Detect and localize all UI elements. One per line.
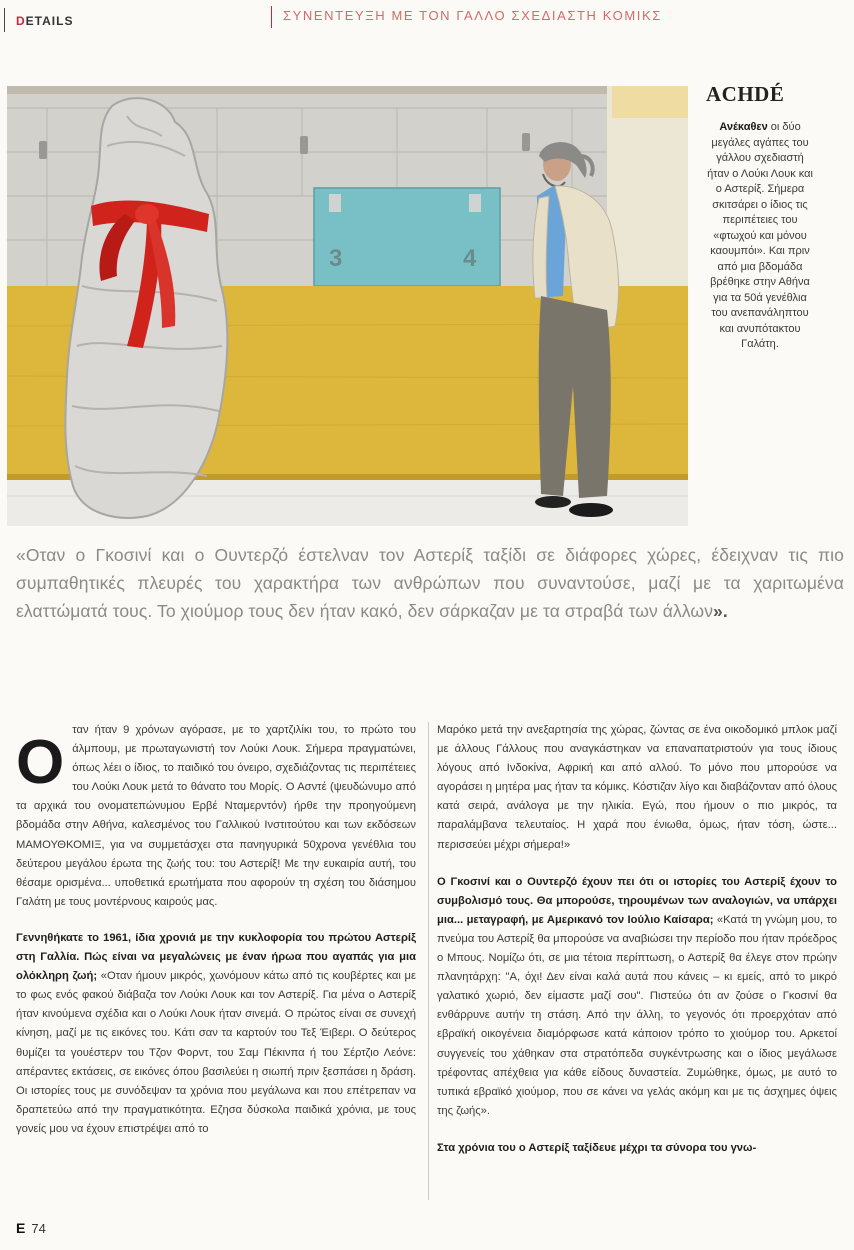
header-left-rule xyxy=(4,8,5,32)
article-qa-1 xyxy=(16,929,416,1139)
section-title: ΣΥΝΕΝΤΕΥΞΗ ΜΕ ΤΟΝ ΓΑΛΛΟ ΣΧΕΔΙΑΣΤΗ ΚΟΜΙΚΣ xyxy=(283,8,662,23)
drop-cap: O xyxy=(16,728,65,797)
question-3: Στα χρόνια του ο Αστερίξ ταξίδευε μέχρι τα σύνορα του γνω- xyxy=(437,1141,757,1154)
section-label-rest: ETAILS xyxy=(25,14,74,28)
answer-1-continued: Μαρόκο μετά την ανεξαρτησία της χώρας, ζώντας σε ένα οικοδομικό μπλοκ μαζί με άλλους Γάλλους που αναγκάστηκαν να επαναπατριστούν για τους ίδιους λόγους από Ινδοκίνα, Αφρική και από αλλού. Το μόνο που μπορούσε να αγοράσει η μητέρα μας ήταν τα κόμικς. Κόστιζαν λίγο και διαβάζονταν από όλους κατά σειρά, ανάλογα με την ηλικία. Εγώ, που ήμουν ο πιο μικρός, τα παραλάμβανα τελευταίος. Η χαρά που ένιωθα, όμως, ήταν τόση, ώστε... περισσεύει μέχρι σήμερα!» xyxy=(437,724,837,851)
article-column-right xyxy=(437,721,837,1158)
section-label-initial: D xyxy=(16,14,26,28)
article-intro xyxy=(16,721,416,912)
article-qa-2 xyxy=(437,873,837,1121)
article-column-left xyxy=(16,721,416,1139)
header-divider xyxy=(271,6,272,28)
page-header xyxy=(0,0,854,40)
article-intro-text: ταν ήταν 9 χρόνων αγόρασε, με το χαρτζιλίκι του, το πρώτο του άλμπουμ, με πρωταγωνιστή τον Λούκι Λουκ. Σήμερα πραγματώνει, όπως λέει ο ίδιος, το παιδικό του όνειρο, σχεδιάζοντας τις περιπέτειες του Λούκι Λουκ μετά το θάνατο του Μορίς. Ο Ασντέ (ψευδώνυμο από τα αρχικά του ονοματεπώνυμου Ερβέ Νταμερντόν) ήρθε την προηγούμενη βδομάδα στην Αθήνα, καλεσμένος του Γαλλικού Ινστιτούτου και των εκδόσεων ΜΑΜΟΥΘΚΟΜΙΞ, για να συμμετάσχει στα πανηγυρικά 50χρονα γενέθλια του δεύτερου μεγάλου έρωτα της ζωής του: του Αστερίξ! Με την ευκαιρία αυτή, του θέσαμε ορισμένα... υποθετικά ερωτήματα που αφορούν τη σχέση του διάσημου Γαλάτη με τους μοντέρνους καιρούς μας. xyxy=(16,724,416,908)
intro-blurb-lead: Ανέκαθεν xyxy=(719,121,768,133)
answer-1: «Οταν ήμουν μικρός, χωνόμουν κάτω από τις κουβέρτες και με το φως ενός φακού διάβαζα τον Λούκι Λουκ και τον Αστερίξ. Για μένα ο Αστερίξ ήταν κινούμενα σχέδια και ο Λούκι Λουκ ήταν σινεμά. Ο πρώτος είναι σε συνεχή κίνηση, μαζί με τις εικόνες του. Κάτι σαν τα καρτούν του Τεξ Έιβερι. Ο δεύτερος θυμίζει τα γουέστερν του Τζον Φορντ, του Σαμ Πέκινπα ή του Σέρτζιο Λεόνε: απέραντες εκτάσεις, σε εικόνες όπου βασιλεύει η σιωπή πριν ξεσπάσει η δράση. Οι ιστορίες τους με συνόδεψαν τα χρόνια που μεγάλωνα και που επέτρεπαν να δραπετεύω από την πραγματικότητα. Εζησα δύσκολα παιδικά χρόνια, με τους γονείς μου να έχουν επιστρέψει από το xyxy=(16,970,416,1135)
page-footer xyxy=(16,1220,46,1236)
counter-number-4: 4 xyxy=(463,245,477,272)
page-number: 74 xyxy=(31,1221,46,1236)
magazine-letter: E xyxy=(16,1220,26,1236)
intro-blurb xyxy=(706,120,814,353)
answer-2: «Κατά τη γνώμη μου, το πνεύμα του Αστερίξ θα μπορούσε να αναβιώσει την περίοδο που ήταν πρόεδρος ο Μπους. Νομίζω ότι, σε μια τέτοια περίπτωση, ο Αστερίξ θα έλεγε στον πρώην πλανητάρχη: "Α, όχι! Δεν είναι καλά αυτά που κάνεις – κι εμείς, από το μικρό γαλατικό χωριό, δεν είμαστε μαζί σου". Πιστεύω ότι αν ζούσε ο Γκοσινί θα ενθάρρυνε αυτήν τη στάση. Από την άλλη, το γεγονός ότι προερχόταν από εβραϊκή οικογένεια διαμόρφωσε κατά κάποιον τρόπο το χιούμορ του. Αρκετοί συγγενείς του χάθηκαν στα στρατόπεδα συγκέντρωσης και ο ίδιος μεγάλωσε τρέφοντας απέχθεια για κάθε είδους δυναστεία. Ζυμώθηκε, όμως, με αυτό το τυπικά εβραϊκό χιούμορ, που σε κάνει να γελάς ακόμη και με τις άσχημες όψεις της ζωής». xyxy=(437,913,837,1117)
photo-illustration xyxy=(7,86,688,526)
article-qa-3 xyxy=(437,1139,837,1158)
pull-quote xyxy=(16,541,844,625)
pull-quote-end: ». xyxy=(713,601,728,621)
interviewee-name: ACHDÉ xyxy=(706,82,785,106)
intro-blurb-text: οι δύο μεγάλες αγάπες του γάλλου σχεδιαστή ήταν ο Λούκι Λουκ και ο Αστερίξ. Σήμερα σκιτσάρει ο ίδιος τις περιπέτειες του «φτωχού και μόνου καουμπόι». Και πριν από μια βδομάδα βρέθηκε στην Αθήνα για τα 50ά γενέθλια του ανεπανάληπτου και ανυπότακτου Γαλάτη. xyxy=(707,121,813,350)
section-label xyxy=(16,14,73,28)
question-2: Ο Γκοσινί και ο Ουντερζό έχουν πει ότι οι ιστορίες του Αστερίξ έχουν το συμβολισμό τους. Θα μπορούσε, τηρουμένων των αναλογιών, να υπάρχει μια... μεταγραφή, με Αμερικανό τον Ιούλιο Καίσαρα; xyxy=(437,875,837,926)
interview-photo xyxy=(7,86,688,526)
question-1: Γεννηθήκατε το 1961, ίδια χρονιά με την κυκλοφορία του πρώτου Αστερίξ στη Γαλλία. Πώς είναι να μεγαλώνεις με έναν ήρωα που αγαπάς για μια ολόκληρη ζωή; xyxy=(16,931,416,983)
counter-number-3: 3 xyxy=(329,245,343,272)
column-divider xyxy=(428,722,429,1200)
pull-quote-text: «Οταν ο Γκοσινί και ο Ουντερζό έστελναν τον Αστερίξ ταξίδι σε διάφορες χώρες, έδειχναν τις πιο συμπαθητικές πλευρές του χαρακτήρα των ανθρώπων που συναντούσε, μαζί με τα χαριτωμένα ελαττώματά τους. Το χιούμορ τους δεν ήταν κακό, δεν σάρκαζαν με τα στραβά των άλλων xyxy=(16,545,844,621)
